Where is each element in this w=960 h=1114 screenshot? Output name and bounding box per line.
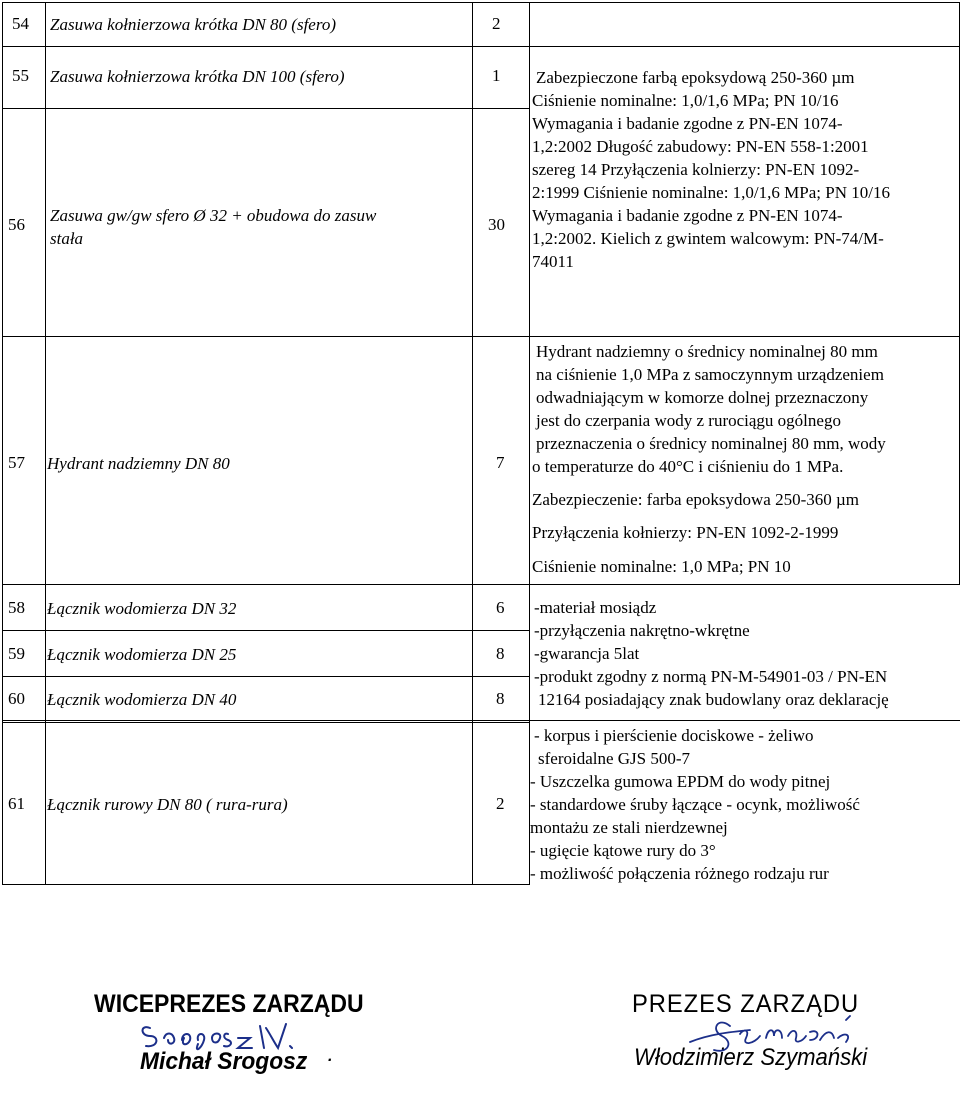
description-line: - możliwość połączenia różnego rodzaju rur [530,864,829,883]
item-name-line1: Zasuwa gw/gw sfero Ø 32 + obudowa do zasuw [50,206,377,225]
row-number: 54 [12,14,29,33]
item-quantity: 6 [496,598,505,617]
description-line: przeznaczenia o średnicy nominalnej 80 mm, wody [536,434,886,453]
item-name: Łącznik wodomierza DN 32 [47,599,237,618]
description-line: -przyłączenia nakrętno-wkrętne [534,621,750,640]
signature-name: Włodzimierz Szymański [634,1044,868,1071]
row-line [2,584,960,585]
signature-dot: . [328,1048,333,1065]
row-number: 61 [8,794,25,813]
description-line: -produkt zgodny z normą PN-M-54901-03 / PN-EN [534,667,888,686]
row-line [2,46,960,47]
description-line: Ciśnienie nominalne: 1,0 MPa; PN 10 [532,557,791,576]
item-quantity: 2 [496,794,505,813]
column-divider-qty [529,2,530,884]
table-border-bottom [2,884,530,885]
description-line: Przyłączenia kołnierzy: PN-EN 1092-2-1999 [532,523,839,542]
description-line: -materiał mosiądz [534,598,657,617]
signature-left [92,986,392,1086]
row-line [2,722,530,723]
description-line: - standardowe śruby łączące - ocynk, możliwość [530,795,860,814]
item-quantity: 30 [488,215,505,234]
description-line: jest do czerpania wody z rurociągu ogólnego [536,411,841,430]
description-line: odwadniającym w komorze dolnej przeznaczony [536,388,869,407]
description-line: szereg 14 Przyłączenia kolnierzy: PN-EN 1092- [532,160,860,179]
description-line: na ciśnienie 1,0 MPa z samoczynnym urządzeniem [536,365,884,384]
description-line: - Uszczelka gumowa EPDM do wody pitnej [530,772,831,791]
item-name: Zasuwa kołnierzowa krótka DN 80 (sfero) [50,15,337,34]
description-line: Hydrant nadziemny o średnicy nominalnej 80 mm [536,342,878,361]
row-line [2,108,530,109]
description-line: montażu ze stali nierdzewnej [530,818,728,837]
row-line [2,336,960,337]
description-line: -gwarancja 5lat [534,644,640,663]
item-name: Łącznik rurowy DN 80 ( rura-rura) [47,795,288,814]
description-line: 74011 [532,252,574,271]
description-line: Ciśnienie nominalne: 1,0/1,6 MPa; PN 10/16 [532,91,839,110]
item-name: Hydrant nadziemny DN 80 [47,454,230,473]
item-name-line2: stała [50,229,84,248]
signature-title: PREZES ZARZĄDU [632,990,860,1018]
row-number: 56 [8,215,25,234]
item-quantity: 8 [496,644,505,663]
column-divider-name [472,2,473,884]
item-name: Zasuwa kołnierzowa krótka DN 100 (sfero) [50,67,345,86]
description-line: Zabezpieczone farbą epoksydową 250-360 µm [536,68,855,87]
item-name: Łącznik wodomierza DN 40 [47,690,237,709]
row-number: 57 [8,453,25,472]
description-line: 2:1999 Ciśnienie nominalne: 1,0/1,6 MPa; PN 10/16 [532,183,890,202]
table-border-left [2,2,3,884]
row-number: 55 [12,66,29,85]
row-line [2,720,960,721]
signature-right [630,986,930,1086]
description-line: 12164 posiadający znak budowlany oraz deklarację [538,690,889,709]
row-number: 60 [8,689,25,708]
description-line: Zabezpieczenie: farba epoksydowa 250-360 µm [532,490,859,509]
row-line [2,676,530,677]
description-line: - korpus i pierścienie dociskowe - żeliwo [534,726,814,745]
table-border-top [2,2,960,3]
description-line: 1,2:2002. Kielich z gwintem walcowym: PN-74/M- [532,229,884,248]
column-divider-no [45,2,46,884]
item-quantity: 1 [492,66,501,85]
row-number: 59 [8,644,25,663]
description-line: sferoidalne GJS 500-7 [538,749,691,768]
signature-title: WICEPREZES ZARZĄDU [94,990,364,1018]
description-line: o temperaturze do 40°C i ciśnieniu do 1 MPa. [532,457,844,476]
item-quantity: 2 [492,14,501,33]
item-quantity: 8 [496,689,505,708]
description-line: 1,2:2002 Długość zabudowy: PN-EN 558-1:2001 [532,137,869,156]
row-number: 58 [8,598,25,617]
description-line: - ugięcie kątowe rury do 3° [530,841,716,860]
row-line [2,630,530,631]
description-line: Wymagania i badanie zgodne z PN-EN 1074- [532,206,843,225]
description-line: Wymagania i badanie zgodne z PN-EN 1074- [532,114,843,133]
item-quantity: 7 [496,453,505,472]
item-name: Łącznik wodomierza DN 25 [47,645,237,664]
signature-name: Michał Srogosz [140,1048,308,1075]
